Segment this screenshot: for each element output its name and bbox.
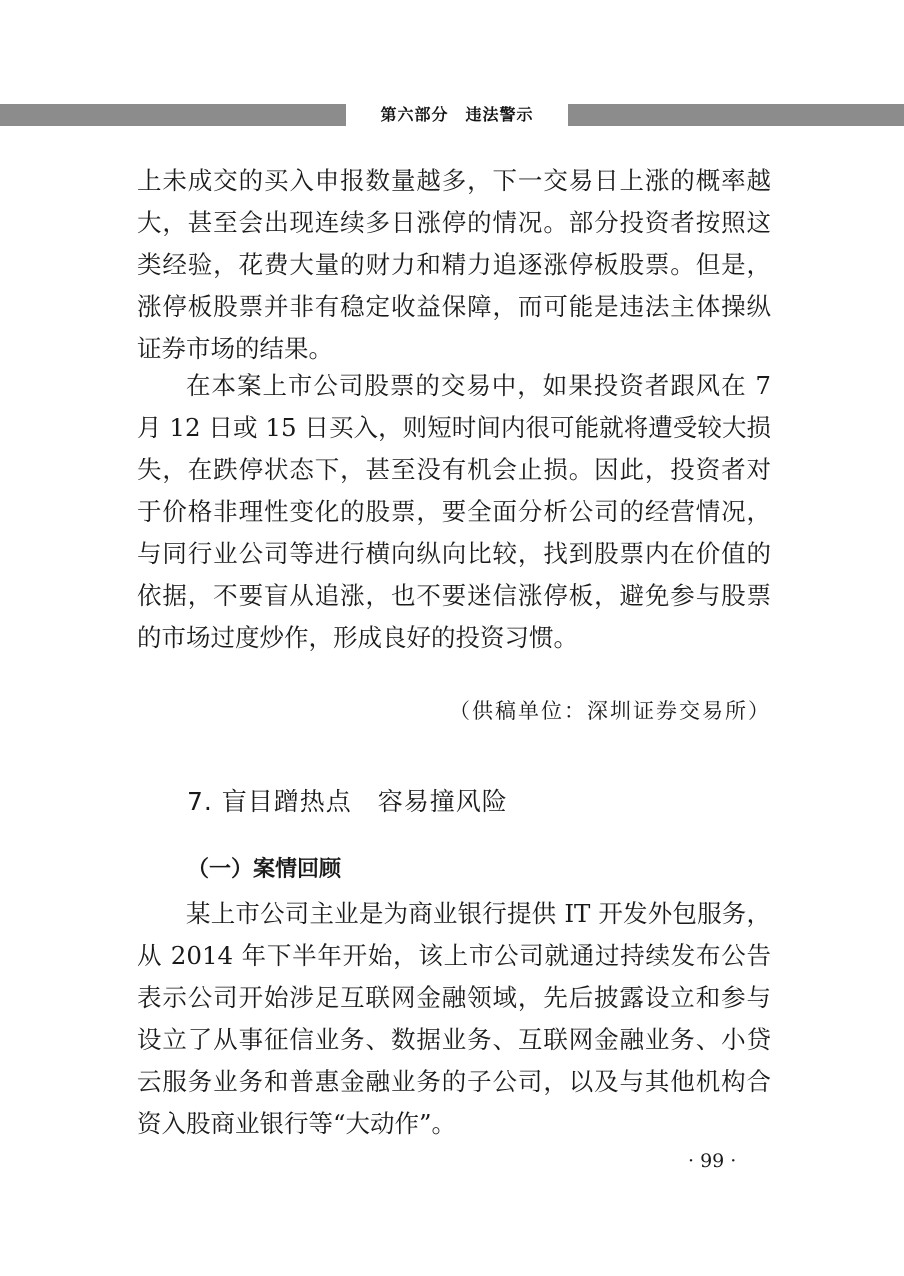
paragraph-case-advice: 在本案上市公司股票的交易中，如果投资者跟风在 7 月 12 日或 15 日买入，则短时间内很可能就将遭受较大损失，在跌停状态下，甚至没有机会止损。因此，投资者对于价格非理性变化的股票，要全面分析公司的经营情况，与同行业公司等进行横向纵向比较，找到股票内在价值的依据，不要盲从追涨，也不要迷信涨停板，避免参与股票的市场过度炒作，形成良好的投资习惯。	[137, 371, 771, 652]
paragraph-continued: 上未成交的买入申报数量越多，下一交易日上涨的概率越大，甚至会出现连续多日涨停的情况。部分投资者按照这类经验，花费大量的财力和精力追逐涨停板股票。但是，涨停板股票并非有稳定收益保障，而可能是违法主体操纵证券市场的结果。	[137, 166, 771, 363]
section-title: 7. 盲目蹭热点 容易撞风险	[187, 787, 508, 816]
source-attribution: （供稿单位：深圳证券交易所）	[449, 699, 771, 723]
running-header-title: 第六部分 违法警示	[380, 105, 534, 124]
page-number: · 99 ·	[688, 1150, 737, 1172]
subsection-title: （一）案情回顾	[187, 857, 342, 882]
running-header	[0, 104, 904, 126]
paragraph-case-review: 某上市公司主业是为商业银行提供 IT 开发外包服务，从 2014 年下半年开始，该上市公司就通过持续发布公告表示公司开始涉足互联网金融领域，先后披露设立和参与设立了从事征信业务、数据业务、互联网金融业务、小贷云服务业务和普惠金融业务的子公司，以及与其他机构合资入股商业银行等“大动作”。	[137, 899, 771, 1138]
header-bar-right	[568, 104, 904, 126]
header-bar-left	[0, 104, 346, 126]
